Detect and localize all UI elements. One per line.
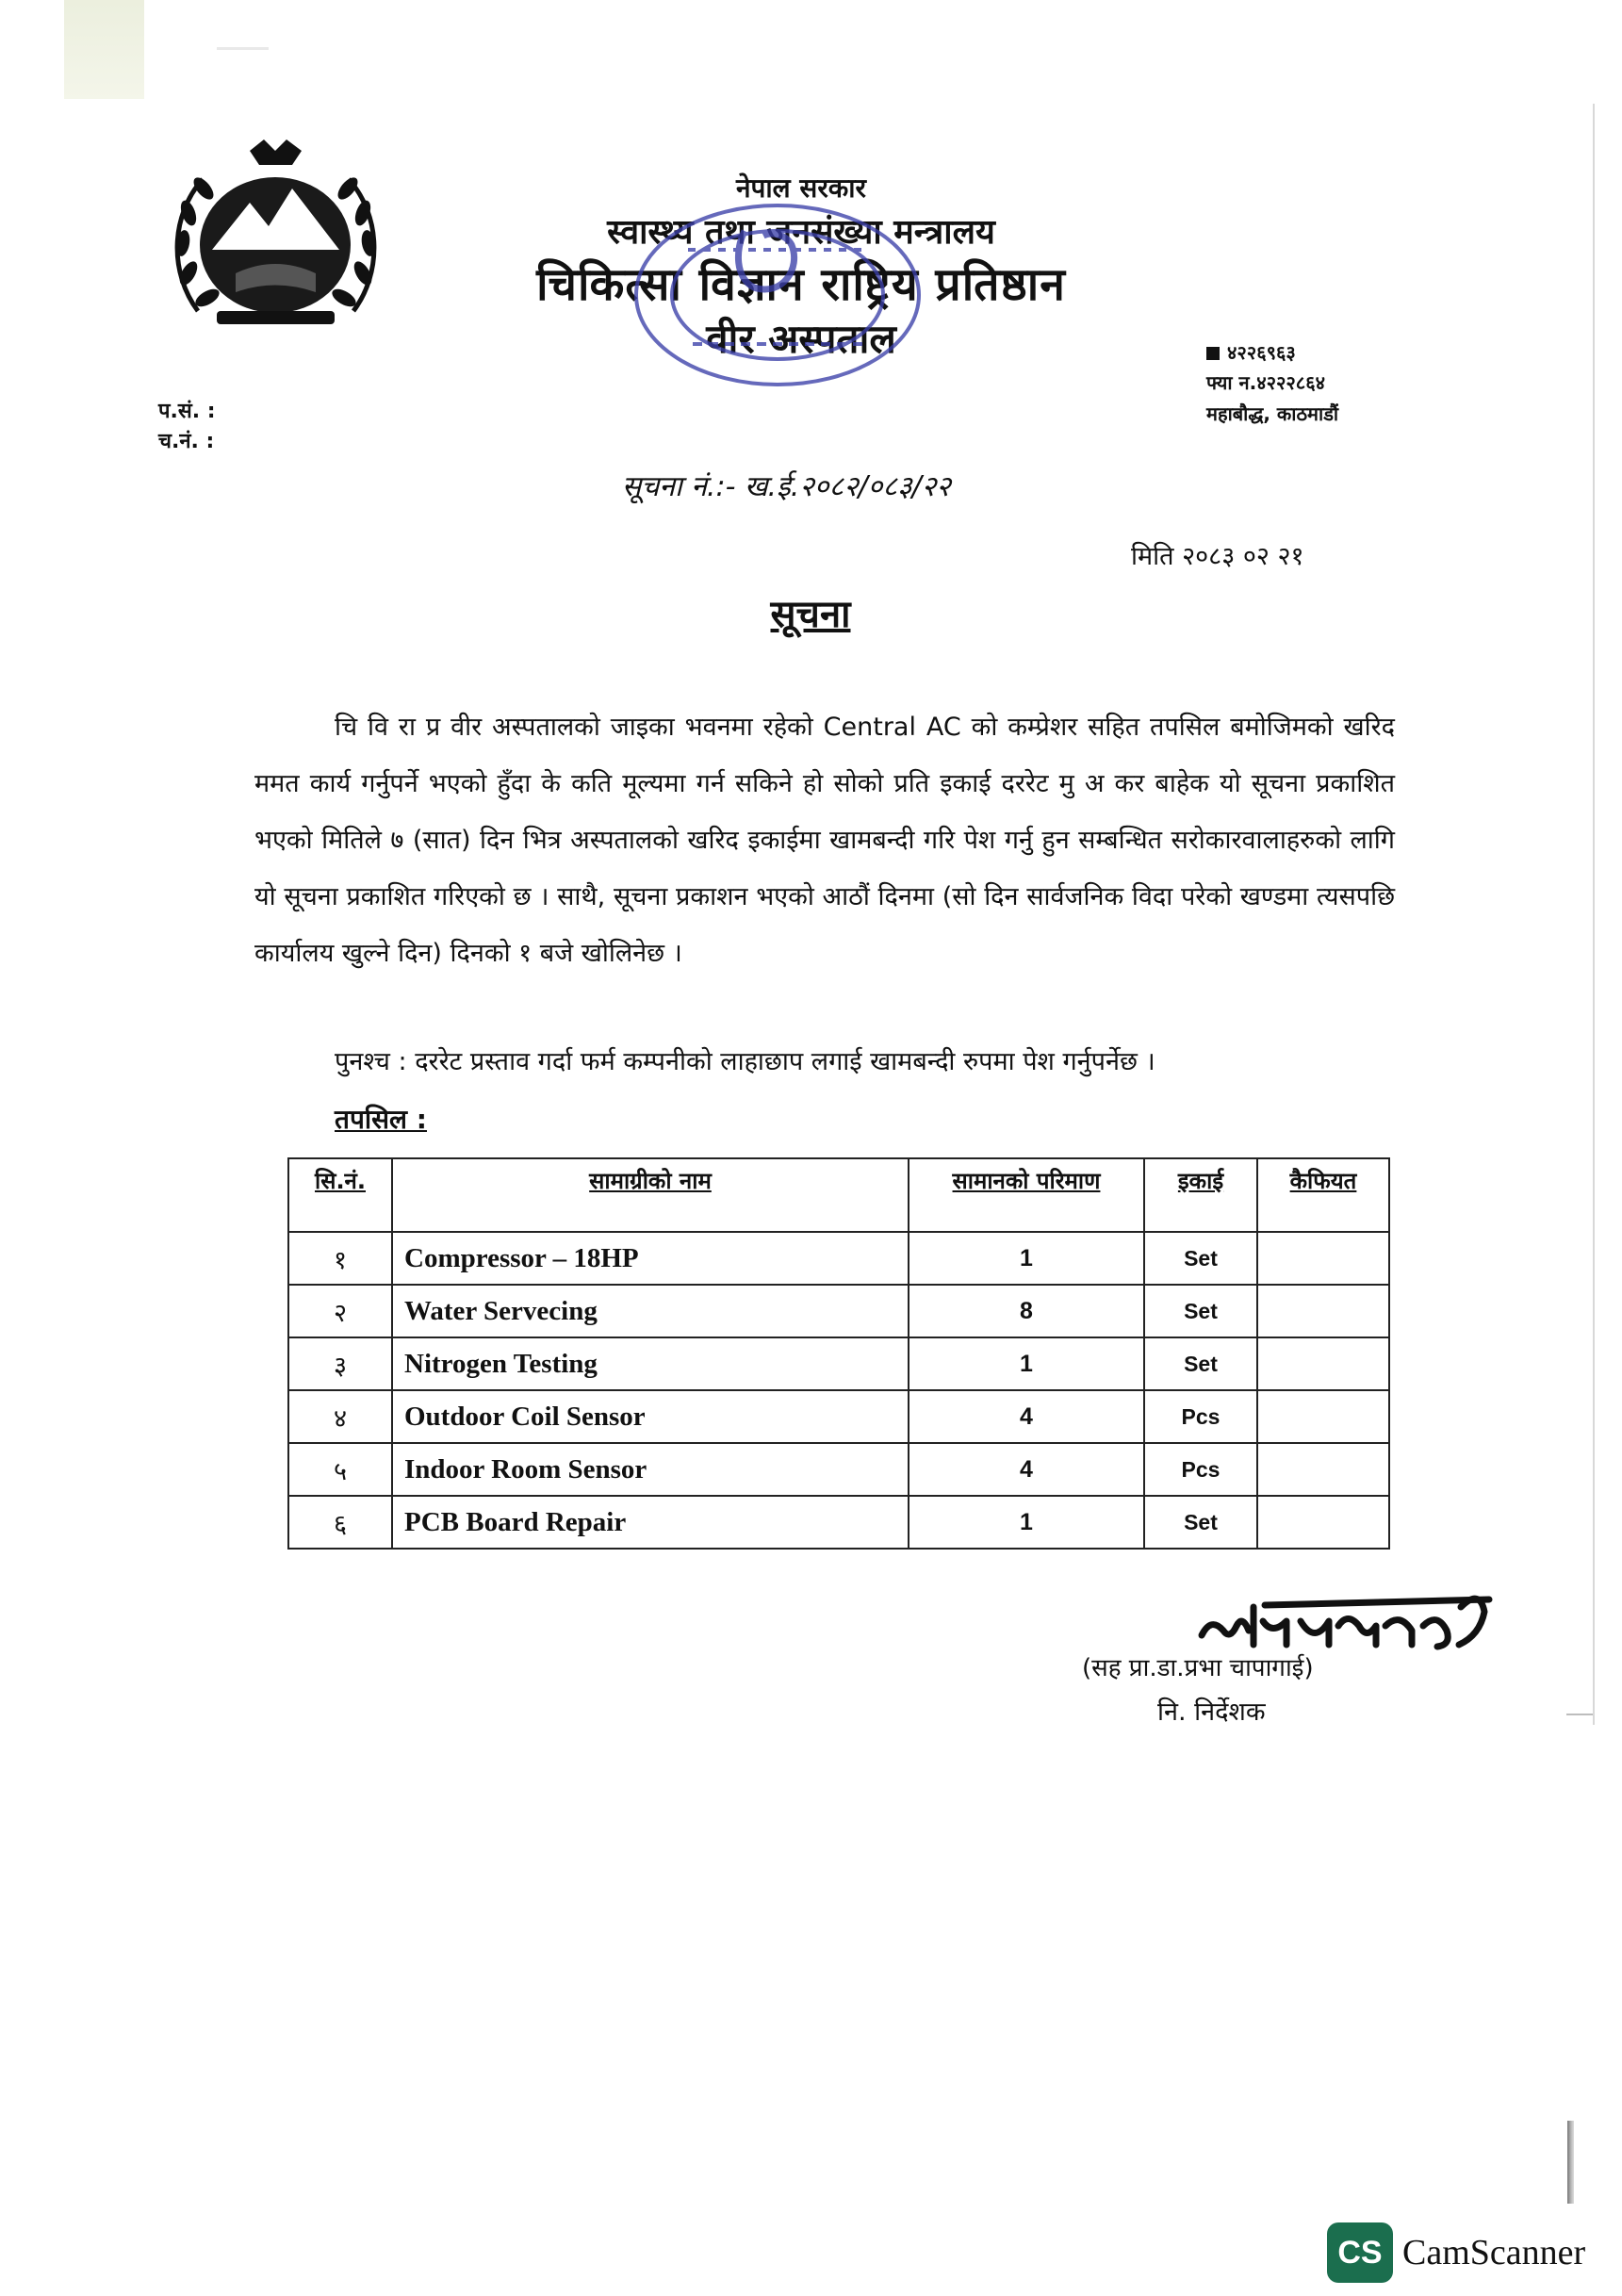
row-unit: Set (1144, 1285, 1257, 1337)
row-item-name: Water Servecing (392, 1285, 909, 1337)
academy-name: चिकित्सा विज्ञान राष्ट्रिय प्रतिष्ठान (536, 258, 1066, 311)
items-table (287, 1157, 1390, 1550)
header-unit: इकाई (1144, 1158, 1257, 1232)
phone-number (1206, 339, 1296, 365)
row-remarks (1257, 1443, 1389, 1496)
row-item-name: Indoor Room Sensor (392, 1443, 909, 1496)
table-row (288, 1390, 1389, 1443)
row-serial: १ (288, 1232, 392, 1285)
row-remarks (1257, 1390, 1389, 1443)
row-quantity: 4 (909, 1443, 1144, 1496)
table-row (288, 1443, 1389, 1496)
row-remarks (1257, 1337, 1389, 1390)
phone-icon (1206, 347, 1220, 360)
letter-reference-number: प.सं. : (158, 400, 216, 423)
table-row (288, 1337, 1389, 1390)
signer-designation: नि. निर्देशक (1157, 1697, 1266, 1727)
dispatch-number: च.नं. : (158, 430, 215, 453)
header-remarks: कैफियत (1257, 1158, 1389, 1232)
row-unit: Set (1144, 1337, 1257, 1390)
row-quantity: 8 (909, 1285, 1144, 1337)
scan-artifact-edge (1593, 104, 1595, 1725)
row-quantity: 1 (909, 1232, 1144, 1285)
row-unit: Set (1144, 1496, 1257, 1549)
row-serial: २ (288, 1285, 392, 1337)
table-row (288, 1496, 1389, 1549)
fax-number: फ्या न.४२२२८६४ (1206, 371, 1326, 394)
government-name: नेपाल सरकार (735, 172, 867, 204)
table-row (288, 1232, 1389, 1285)
table-header-row (288, 1158, 1389, 1232)
camscanner-watermark: CamScanner (1402, 2233, 1586, 2272)
row-item-name: Nitrogen Testing (392, 1337, 909, 1390)
phone-value: ४२२६९६३ (1227, 341, 1296, 364)
signer-name: (सह प्रा.डा.प्रभा चापागाई) (1082, 1654, 1314, 1682)
row-remarks (1257, 1232, 1389, 1285)
scan-artifact-top (64, 0, 144, 99)
row-remarks (1257, 1285, 1389, 1337)
notice-postscript: पुनश्च : दररेट प्रस्ताव गर्दा फर्म कम्पनीको लाहाछाप लगाई खामबन्दी रुपमा पेश गर्नुपर्नेछ । (335, 1047, 1155, 1076)
row-serial: ४ (288, 1390, 392, 1443)
table-row (288, 1285, 1389, 1337)
header-quantity: सामानको परिमाण (909, 1158, 1144, 1232)
header-item-name: सामाग्रीको नाम (392, 1158, 909, 1232)
row-serial: ६ (288, 1496, 392, 1549)
row-item-name: Compressor – 18HP (392, 1232, 909, 1285)
scan-artifact-bar (1567, 2121, 1574, 2204)
ministry-name: स्वास्थ्य तथा जनसंख्या मन्त्रालय (607, 213, 995, 252)
row-quantity: 4 (909, 1390, 1144, 1443)
notice-number: सूचना नं.:- ख.ई.२०८२/०८३/२२ (622, 470, 951, 503)
row-remarks (1257, 1496, 1389, 1549)
camscanner-logo-icon: CS (1327, 2222, 1393, 2283)
office-stamp-icon (603, 193, 952, 396)
notice-title: सूचना (770, 593, 851, 636)
row-item-name: Outdoor Coil Sensor (392, 1390, 909, 1443)
notice-body: चि वि रा प्र वीर अस्पतालको जाइका भवनमा रहेको Central AC को कम्प्रेशर सहित तपसिल बमोजिमको खरिद ममत कार्य गर्नुपर्ने भएको हुँदा के कति मूल्यमा गर्न सकिने हो सोको प्रति इकाई दररेट मु अ कर बाहेक यो सूचना प्रकाशित भएको मितिले ७ (सात) दिन भित्र अस्पतालको खरिद इकाईमा खामबन्दी गरि पेश गर्नु हुन सम्बन्धित सरोकारवालाहरुको लागि यो सूचना प्रकाशित गरिएको छ । साथै, सूचना प्रकाशन भएको आठौं दिनमा (सो दिन सार्वजनिक विदा परेको खण्डमा त्यसपछि कार्यालय खुल्ने दिन) दिनको १ बजे खोलिनेछ । (254, 713, 1395, 968)
row-unit: Pcs (1144, 1390, 1257, 1443)
hospital-name: वीर अस्पताल (706, 316, 896, 362)
row-quantity: 1 (909, 1496, 1144, 1549)
row-unit: Pcs (1144, 1443, 1257, 1496)
row-quantity: 1 (909, 1337, 1144, 1390)
row-item-name: PCB Board Repair (392, 1496, 909, 1549)
header-serial: सि.नं. (288, 1158, 392, 1232)
schedule-label: तपसिल : (335, 1104, 427, 1135)
notice-date: मिति २०८३ ०२ २१ (1131, 542, 1304, 571)
office-address: महाबौद्ध, काठमाडौं (1206, 402, 1339, 425)
row-unit: Set (1144, 1232, 1257, 1285)
row-serial: ३ (288, 1337, 392, 1390)
scan-artifact-mark (1566, 1714, 1593, 1715)
row-serial: ५ (288, 1443, 392, 1496)
nepal-emblem-icon (160, 132, 391, 335)
scan-artifact-dot (217, 47, 269, 50)
